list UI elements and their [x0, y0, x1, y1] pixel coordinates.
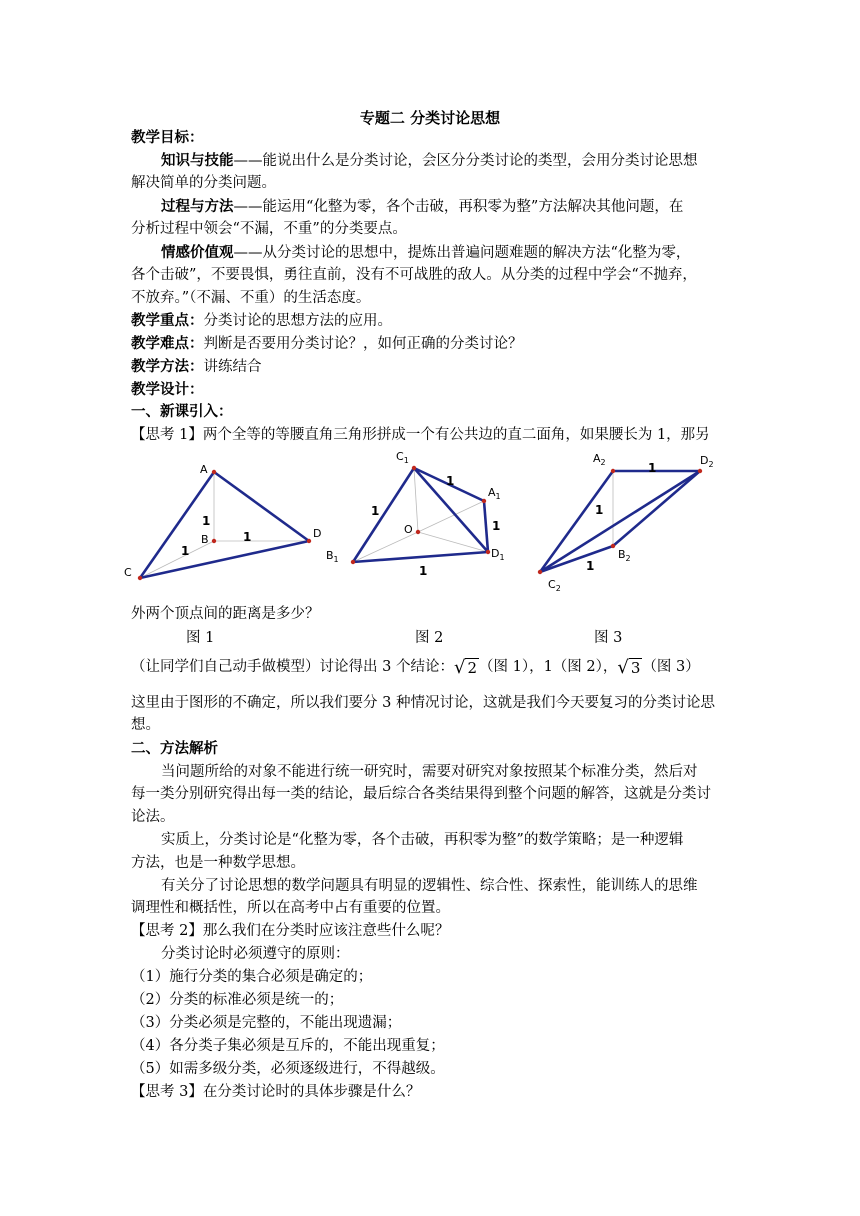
- fig1-point-b: [212, 539, 216, 543]
- fig1-point-d: [307, 539, 311, 543]
- knowledge-text: ——能说出什么是分类讨论，会区分分类讨论的类型，会用分类讨论思想: [233, 153, 698, 169]
- section1-heading: 一、新课引入：: [131, 403, 233, 420]
- fig3-label-b: $B_2$: [618, 548, 631, 563]
- key-point-label: 教学重点：: [131, 312, 204, 329]
- fig1-caption: 图 1: [186, 630, 215, 646]
- fig2-point-o: [416, 530, 420, 534]
- principles-intro: 分类讨论时必须遵守的原则：: [161, 946, 350, 962]
- fig3-label-c: $C_2$: [548, 578, 561, 593]
- design-heading: 教学设计：: [131, 381, 204, 398]
- conclusion-line: [131, 656, 731, 679]
- page-title: 专题二 分类讨论思想: [359, 109, 501, 127]
- principle-4: （4）各分类子集必须是互斥的，不能出现重复；: [131, 1038, 445, 1054]
- knowledge-line: [161, 150, 761, 172]
- conclusion-pre: （让同学们自己动手做模型）讨论得出 3 个结论：: [131, 659, 454, 675]
- principle-5: （5）如需多级分类，必须逐级进行，不得越级。: [131, 1061, 445, 1077]
- think1-line: [131, 424, 731, 446]
- fig2-label-o: O: [404, 523, 413, 536]
- figure-1: [118, 455, 328, 590]
- fig1-edge-ab: 1: [202, 514, 211, 528]
- sqrt-2: √ 2: [453, 657, 477, 678]
- p3-l2: 调理性和概括性，所以在高考中占有重要的位置。: [131, 900, 450, 916]
- principle-2: （2）分类的标准必须是统一的；: [131, 992, 344, 1008]
- knowledge-label: 知识与技能: [161, 152, 234, 169]
- figure-2: [320, 446, 520, 581]
- figure-3: [520, 448, 730, 596]
- p2-l1: 实质上，分类讨论是“化整为零，各个击破，再积零为整”的数学策略；是一种逻辑: [161, 832, 684, 848]
- principle-1: （1）施行分类的集合必须是确定的；: [131, 969, 373, 985]
- section2-heading: 二、方法解析: [131, 740, 218, 757]
- fig3-edge-ac: 1: [595, 503, 604, 517]
- conclusion-line-2: 这里由于图形的不确定，所以我们要分 3 种情况讨论，这就是我们今天要复习的分类讨论思: [131, 695, 715, 711]
- conclusion-line-3: 想。: [131, 717, 160, 733]
- goals-heading: 教学目标：: [131, 129, 204, 146]
- fig1-edge-bd: 1: [243, 530, 252, 544]
- fig3-point-a: [611, 469, 615, 473]
- emotion-line: [161, 242, 761, 264]
- difficulty-line: [131, 333, 731, 355]
- fig2-label-d: $D_1$: [491, 547, 505, 562]
- method-text: 讲练结合: [203, 359, 262, 375]
- emotion-text-3: 不放弃。”（不漏、不重）的生活态度。: [131, 290, 371, 306]
- key-point-text: 分类讨论的思想方法的应用。: [203, 313, 392, 329]
- fig1-point-c: [138, 576, 142, 580]
- fig3-point-c: [538, 570, 542, 574]
- fig2-point-b: [351, 560, 355, 564]
- fig1-edge-bc: 1: [181, 544, 190, 558]
- fig2-edge-cb: 1: [371, 504, 380, 518]
- conclusion-c2: （图 3）: [642, 659, 700, 675]
- fig1-label-a: A: [200, 463, 208, 476]
- fig2-edge-bd: 1: [419, 564, 428, 578]
- fig3-label-d: $D_2$: [700, 454, 714, 469]
- emotion-text: ——从分类讨论的思想中，提炼出普遍问题难题的解决方法“化整为零，: [233, 245, 691, 261]
- difficulty-text: 判断是否要用分类讨论？，如何正确的分类讨论？: [203, 336, 523, 352]
- p2-l2: 方法，也是一种数学思想。: [131, 855, 305, 871]
- think3-line: [131, 1081, 731, 1103]
- process-text-2: 分析过程中领会“不漏，不重”的分类要点。: [131, 221, 407, 237]
- p1-l2: 每一类分别研究得出每一类的结论，最后综合各类结果得到整个问题的解答，这就是分类讨: [131, 786, 711, 802]
- conclusion-c1: （图 1），1（图 2），: [478, 659, 618, 675]
- think2-label: 【思考 2】: [131, 923, 203, 939]
- think1-text: 两个全等的等腰直角三角形拼成一个有公共边的直二面角，如果腰长为 1，那另: [202, 427, 710, 443]
- fig3-caption: 图 3: [594, 630, 623, 646]
- method-line: [131, 356, 731, 378]
- fig2-point-c: [412, 466, 416, 470]
- fig2-edge-ad: 1: [492, 519, 501, 533]
- fig2-edge-ca: 1: [446, 474, 455, 488]
- principle-3: （3）分类必须是完整的，不能出现遗漏；: [131, 1015, 402, 1031]
- fig1-point-a: [212, 470, 216, 474]
- process-label: 过程与方法: [161, 198, 234, 215]
- p3-l1: 有关分了讨论思想的数学问题具有明显的逻辑性、综合性、探索性，能训练人的思维: [161, 878, 698, 894]
- think1-label: 【思考 1】: [131, 427, 203, 443]
- fig3-edge-ad: 1: [648, 461, 657, 475]
- think3-label: 【思考 3】: [131, 1084, 203, 1100]
- emotion-text-2: 各个击破”，不要畏惧，勇往直前，没有不可战胜的敌人。从分类的过程中学会“不抛弃，: [131, 267, 697, 283]
- fig2-label-b: $B_1$: [326, 549, 339, 564]
- knowledge-text-2: 解决简单的分类问题。: [131, 175, 276, 191]
- fig2-point-a: [482, 499, 486, 503]
- fig1-edges: [140, 472, 309, 578]
- emotion-label: 情感价值观: [161, 244, 234, 261]
- fig1-label-c: C: [124, 566, 132, 579]
- fig3-point-b: [611, 544, 615, 548]
- sqrt-3: √ 3: [617, 657, 641, 678]
- think2-text: 那么我们在分类时应该注意些什么呢？: [202, 923, 450, 939]
- fig1-label-b: B: [201, 533, 209, 546]
- fig2-caption: 图 2: [415, 630, 444, 646]
- p1-l3: 论法。: [131, 809, 175, 825]
- think1-text-2: 外两个顶点间的距离是多少？: [131, 606, 320, 622]
- fig3-point-d: [698, 469, 702, 473]
- process-text: ——能运用“化整为零，各个击破，再积零为整”方法解决其他问题，在: [233, 199, 684, 215]
- fig3-label-a: $A_2$: [593, 452, 606, 467]
- p1-l1: 当问题所给的对象不能进行统一研究时，需要对研究对象按照某个标准分类，然后对: [161, 764, 698, 780]
- method-label: 教学方法：: [131, 358, 204, 375]
- think2-line: [131, 920, 731, 942]
- process-line: [161, 196, 761, 218]
- fig1-label-d: D: [313, 527, 322, 540]
- fig2-point-d: [486, 550, 490, 554]
- fig1-dashed: [140, 472, 309, 578]
- fig2-label-a: $A_1$: [488, 486, 501, 501]
- think3-text: 在分类讨论时的具体步骤是什么？: [202, 1084, 421, 1100]
- difficulty-label: 教学难点：: [131, 335, 204, 352]
- fig2-label-c: $C_1$: [396, 450, 409, 465]
- key-point-line: [131, 310, 731, 332]
- fig3-edge-cb: 1: [586, 559, 595, 573]
